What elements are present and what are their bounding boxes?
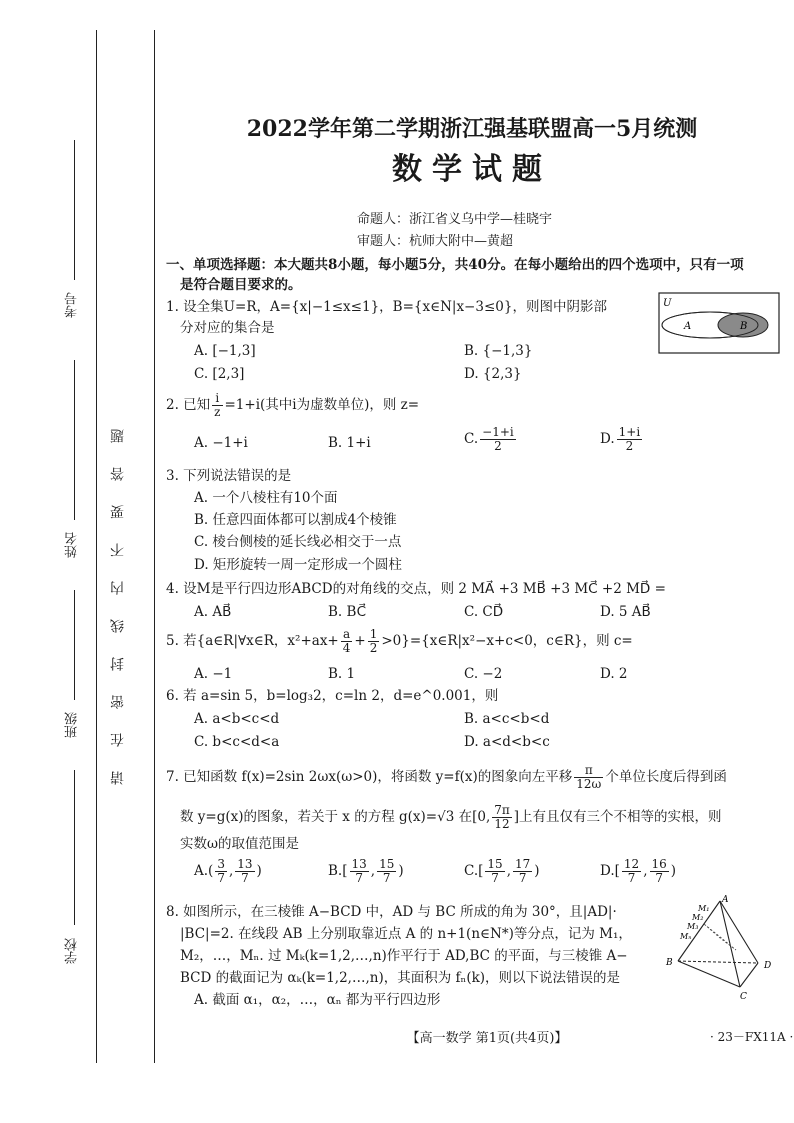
q1-venn-diagram [658,292,780,354]
section-heading-line1: 一、单项选择题：本大题共8小题，每小题5分，共40分。在每小题给出的四个选项中，只有一项 [166,257,744,273]
q7-c-frac2 [513,858,532,885]
class-label: 班级 [65,712,80,738]
q2-option-d-frac [617,426,643,453]
q2-option-b: B. 1+i [328,435,371,451]
q8-label-m1: M₁ [698,904,710,913]
q5-frac1-num: a [341,628,353,642]
q8-stem-line4: BCD 的截面记为 αₖ(k=1,2,…,n)，其面积为 fₙ(k)，则以下说法错误的是 [180,970,621,986]
q5-frac2-num: 1 [369,627,378,641]
q8-stem-line1: 8. 如图所示，在三棱锥 A−BCD 中，AD 与 BC 所成的角为 30°，且|AD|· [166,904,617,920]
seal-warning-text: 请在密封线内不要答题 [110,405,126,785]
q2-stem-suffix: =1+i(其中i为虚数单位)，则 z= [224,397,420,413]
q1-option-a: A. [−1,3] [194,343,256,359]
exam-number-line [74,140,76,280]
q7-c-label: C. [464,863,479,879]
q8-label-mn: Mₙ [680,932,692,941]
q2-option-c [464,426,518,453]
q5-option-c: C. −2 [464,666,503,682]
q7-a-n1: 3 [217,857,225,871]
q7-option-a: A.( $\frac{3}{7}$ , $\frac{13}{7}$ ) [194,857,262,885]
q7-c-close: ) [534,863,540,879]
q4-option-b: B. BC⃗ [328,604,367,620]
q2-frac-den: z [214,405,221,419]
name-label: 姓名 [65,532,80,558]
name-line [74,360,76,520]
q6-option-d: D. a<d<b<c [464,734,550,750]
q7-b-d1: 7 [355,871,363,885]
q7-stem-line3: 实数ω的取值范围是 [180,836,300,852]
q7-c-d2: 7 [518,871,527,885]
paper-code: · 23－FX11A · [710,1030,794,1044]
q3-stem: 3. 下列说法错误的是 [166,468,292,484]
q7-frac2-den: 12 [494,817,510,831]
q7-stem-line1 [166,764,727,791]
q8-stem-line3: M₂，…，Mₙ. 过 Mₖ(k=1,2,…,n)作平行于 AD,BC 的平面，与三棱锥 A− [180,948,628,964]
reviewer: 审题人：杭师大附中—黄超 [357,234,514,249]
q7-a-frac2 [235,858,254,885]
q7-b-frac1 [350,858,369,885]
q7-line1-prefix: 7. 已知函数 f(x)=2sin 2ωx(ω>0)，将函数 y=f(x)的图象向左平移 [166,769,573,785]
q4-option-c: C. CD⃗ [464,604,504,620]
section-heading [166,255,782,295]
q6-option-b: B. a<c<b<d [464,711,550,727]
q4-option-a: A. AB⃗ [194,604,232,620]
q7-b-d2: 7 [382,871,391,885]
exam-subject: 数学试题 [392,152,552,187]
venn-label-b: B [740,321,748,332]
exam-title: 2022学年第二学期浙江强基联盟高一5月统测 [246,116,698,142]
q5-frac-half [368,628,380,655]
q7-d-frac2 [650,858,669,885]
class-line [74,590,76,700]
q5-stem [166,628,633,655]
q7-d-open: [ [614,863,620,879]
q3-option-a: A. 一个八棱柱有10个面 [194,490,338,506]
q7-d-d1: 7 [627,871,636,885]
q2-option-d [600,426,644,453]
q6-option-c: C. b<c<d<a [194,734,280,750]
q7-frac1-num: π [574,764,603,778]
q8-label-m3: M₃ [687,922,699,931]
q7-frac-interval [492,804,512,831]
q7-a-open: ( [208,863,214,879]
q2-option-a: A. −1+i [194,435,248,451]
q5-stem-mid: + [354,633,366,649]
q7-line2-prefix: 数 y=g(x)的图象，若关于 x 的方程 g(x)=√3 在[0, [180,809,491,825]
binding-line-outer [96,30,97,1063]
q5-stem-suffix: >0}={x∈R|x²−x+c<0，c∈R}，则 c= [381,633,633,649]
q7-b-label: B. [328,863,343,879]
q7-c-open: [ [478,863,484,879]
q1-stem-line1: 1. 设全集U=R，A={x|−1≤x≤1}，B={x∈N|x−3≤0}，则图中阴影部 [166,299,607,315]
page-footer: 【高一数学 第1页(共4页)】 [406,1031,568,1046]
q4-stem: 4. 设M是平行四边形ABCD的对角线的交点，则 2 MA⃗ +3 MB⃗ +3 MC⃗ +2 MD⃗ = [166,581,666,597]
q7-a-close: ) [256,863,262,879]
q8-option-a: A. 截面 α₁，α₂，…，αₙ 都为平行四边形 [194,992,441,1008]
q8-label-m2: M₂ [692,913,704,922]
q5-frac-a4 [341,628,353,655]
q7-d-n2: 16 [651,857,667,871]
q6-stem: 6. 若 a=sin 5，b=log₃2，c=ln 2，d=e^0.001，则 [166,688,499,704]
q7-c-d1: 7 [491,871,499,885]
venn-label-a: A [684,321,692,332]
q5-option-b: B. 1 [328,666,356,682]
q2-option-d-num: 1+i [618,425,641,439]
q7-option-b: B.[ $\frac{13}{7}$ , $\frac{15}{7}$ ) [328,857,404,885]
q7-a-d2: 7 [241,871,249,885]
q8-label-a: A [722,895,729,905]
q7-b-n1: 13 [351,857,367,871]
q4-option-d: D. 5 AB⃗ [600,604,651,620]
q8-stem-line2: |BC|=2. 在线段 AB 上分别取靠近点 A 的 n+1(n∈N*)等分点，记为 M₁， [180,926,632,942]
q7-b-close: ) [398,863,404,879]
q7-b-n2: 15 [379,857,395,871]
q2-stem-fraction [212,392,222,419]
q7-line2-suffix: ]上有且仅有三个不相等的实根，则 [513,809,722,825]
q7-frac2-num: 7π [494,803,510,817]
q6-option-a: A. a<b<c<d [194,711,280,727]
q1-option-d: D. {2,3} [464,366,522,382]
section-heading-line2: 是符合题目要求的。 [180,277,302,293]
q5-option-a: A. −1 [194,666,233,682]
q8-label-d: D [764,961,772,971]
q7-a-label: A. [194,863,209,879]
q7-stem-line2 [180,804,722,831]
proposer: 命题人：浙江省义乌中学—桂晓宇 [357,212,553,227]
school-label: 学校 [65,938,80,964]
q3-option-c: C. 棱台侧棱的延长线必相交于一点 [194,534,402,550]
binding-line-inner [154,30,155,1063]
q2-option-c-num: −1+i [482,425,514,439]
q7-a-d1: 7 [217,871,225,885]
binding-margin [0,0,160,1123]
q5-frac2-den: 2 [369,641,378,655]
q8-tetrahedron-figure [660,893,782,1005]
q7-d-label: D. [600,863,615,879]
venn-label-u: U [663,298,672,309]
q2-option-d-label: D. [600,431,615,447]
q7-d-close: ) [670,863,677,879]
q1-option-c: C. [2,3] [194,366,245,382]
school-line [74,770,76,925]
q7-option-c: C.[ $\frac{15}{7}$ , $\frac{17}{7}$ ) [464,857,540,885]
q8-label-b: B [666,958,673,968]
q3-option-d: D. 矩形旋转一周一定形成一个圆柱 [194,557,402,573]
q7-d-frac1 [622,858,641,885]
q2-option-c-frac [480,426,516,453]
exam-number-label: 考号 [65,292,80,318]
q2-stem [166,392,419,419]
q7-b-open: [ [342,863,348,879]
q2-option-c-den: 2 [494,439,502,453]
q7-c-frac1 [485,858,504,885]
q5-frac1-den: 4 [342,641,351,655]
q7-b-frac2 [377,858,396,885]
q1-option-b: B. {−1,3} [464,343,533,359]
q7-frac1-den: 12ω [576,777,602,791]
q1-stem-line2: 分对应的集合是 [180,320,275,336]
q7-d-n1: 12 [623,857,640,871]
q2-option-d-den: 2 [625,439,634,453]
q7-c-n1: 15 [487,857,503,871]
q7-line1-suffix: 个单位长度后得到函 [605,769,727,785]
q5-stem-prefix: 5. 若{a∈R|∀x∈R，x²+ax+ [166,633,339,649]
q2-stem-prefix: 2. 已知 [166,397,211,413]
q7-a-frac1 [215,858,227,885]
q7-option-d: D.[ $\frac{12}{7}$ , $\frac{16}{7}$ ) [600,857,677,885]
q7-a-n2: 13 [237,857,253,871]
q3-option-b: B. 任意四面体都可以割成4个棱锥 [194,512,397,528]
q2-frac-num: i [212,392,222,406]
q7-c-n2: 17 [515,857,531,871]
q7-frac-shift [574,764,603,791]
q8-label-c: C [740,992,747,1002]
q5-option-d: D. 2 [600,666,628,682]
q2-option-c-label: C. [464,431,479,447]
q7-d-d2: 7 [655,871,663,885]
